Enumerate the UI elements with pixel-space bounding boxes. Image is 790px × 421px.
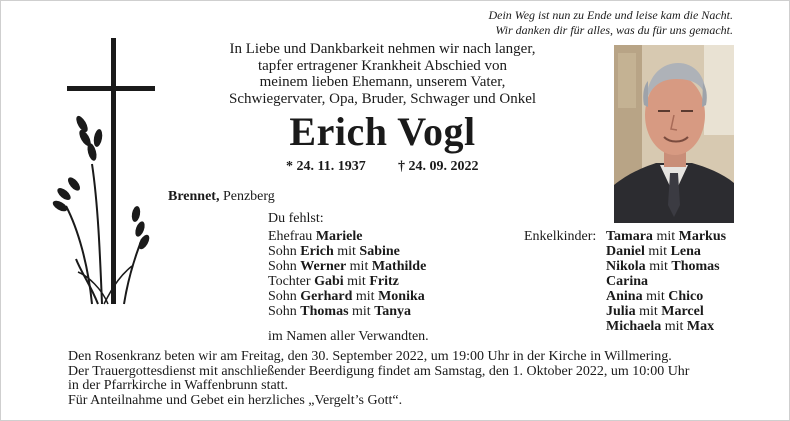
relation: Sohn xyxy=(268,244,297,259)
with-word: mit xyxy=(347,274,366,289)
intro-line: meinem lieben Ehemann, unserem Vater, xyxy=(259,74,506,90)
place-main: Brennet, xyxy=(168,189,220,204)
motto-line: Dein Weg ist nun zu Ende und leise kam die Nacht. xyxy=(488,8,733,22)
member-name: Gerhard xyxy=(300,289,353,304)
with-word: mit xyxy=(649,259,668,274)
member-name: Werner xyxy=(300,259,347,274)
cross-and-wheat-icon xyxy=(52,34,167,324)
partner-name: Fritz xyxy=(369,274,399,289)
portrait-photo xyxy=(614,45,734,223)
family-row xyxy=(268,304,426,319)
motto xyxy=(400,8,733,37)
with-word: mit xyxy=(352,304,371,319)
partner-name: Sabine xyxy=(359,244,400,259)
motto-line: Wir danken dir für alles, was du für uns gemacht. xyxy=(495,22,733,37)
grandchild-row xyxy=(606,274,726,289)
grandchild-row xyxy=(606,244,726,259)
with-word: mit xyxy=(355,289,375,304)
family-row xyxy=(268,259,426,274)
grandchild-row xyxy=(606,229,726,244)
grandchild-row xyxy=(606,259,726,274)
with-word: mit xyxy=(639,304,658,319)
intro-line: tapfer ertragener Krankheit Abschied von xyxy=(257,57,508,74)
death-date: † 24. 09. 2022 xyxy=(398,159,479,174)
with-word: mit xyxy=(656,229,676,244)
partner-name: Monika xyxy=(378,289,425,304)
intro-line: In Liebe und Dankbarkeit nehmen wir nach langer, xyxy=(229,41,536,57)
grandchild-name: Michaela xyxy=(606,319,662,334)
grandchild-name: Anina xyxy=(606,289,643,304)
grandchild-name: Tamara xyxy=(606,229,653,244)
relation: Sohn xyxy=(268,259,297,274)
footer-line: Für Anteilnahme und Gebet ein herzliches „Vergelt’s Gott“. xyxy=(68,392,403,408)
member-name: Thomas xyxy=(300,304,349,319)
relation: Ehefrau xyxy=(268,229,313,244)
deceased-name: Erich Vogl xyxy=(289,109,476,154)
grandchild-name: Nikola xyxy=(606,259,646,274)
partner-name: Mathilde xyxy=(371,259,427,274)
place xyxy=(168,189,275,205)
member-name: Mariele xyxy=(315,229,363,244)
with-word: mit xyxy=(646,289,665,304)
intro-line: Schwiegervater, Opa, Bruder, Schwager und Onkel xyxy=(228,90,537,107)
relation: Sohn xyxy=(268,289,297,304)
footer-line: Den Rosenkranz beten wir am Freitag, den 30. September 2022, um 19:00 Uhr in der Kirche in Willmering. xyxy=(68,349,672,364)
place-sub: Penzberg xyxy=(222,189,275,204)
intro-text xyxy=(195,41,570,107)
footer-line: Der Trauergottesdienst mit anschließender Beerdigung findet am Samstag, den 1. Oktober 2022, um 10:00 Uhr xyxy=(68,363,690,379)
family-row xyxy=(268,289,426,304)
footer-line: in der Pfarrkirche in Waffenbrunn statt. xyxy=(68,378,288,393)
relation: Sohn xyxy=(268,304,297,319)
partner-name: Tanya xyxy=(374,304,412,319)
partner-name: Thomas xyxy=(671,259,720,274)
partner-name: Markus xyxy=(678,229,727,244)
grandchild-name: Julia xyxy=(606,304,636,319)
relation: Tochter xyxy=(268,274,311,289)
grandchild-name: Carina xyxy=(606,274,648,289)
grandchild-row xyxy=(606,319,726,334)
service-info xyxy=(68,350,748,408)
grandchild-row xyxy=(606,304,726,319)
relatives-line: im Namen aller Verwandten. xyxy=(268,329,429,344)
with-word: mit xyxy=(664,319,684,334)
family-list xyxy=(268,229,426,319)
missed-heading: Du fehlst: xyxy=(268,211,324,226)
partner-name: Chico xyxy=(668,289,704,304)
family-row xyxy=(268,244,426,259)
partner-name: Marcel xyxy=(661,304,704,319)
grandchild-name: Daniel xyxy=(606,244,645,259)
with-word: mit xyxy=(648,244,668,259)
birth-date: * 24. 11. 1937 xyxy=(286,159,366,174)
family-row xyxy=(268,229,426,244)
grandchildren-list xyxy=(606,229,726,334)
with-word: mit xyxy=(349,259,369,274)
member-name: Erich xyxy=(300,244,334,259)
family-row xyxy=(268,274,426,289)
grandchild-row xyxy=(606,289,726,304)
partner-name: Max xyxy=(686,319,715,334)
grandchildren-label: Enkelkinder: xyxy=(524,229,597,244)
with-word: mit xyxy=(337,244,356,259)
partner-name: Lena xyxy=(670,244,701,259)
member-name: Gabi xyxy=(314,274,344,289)
